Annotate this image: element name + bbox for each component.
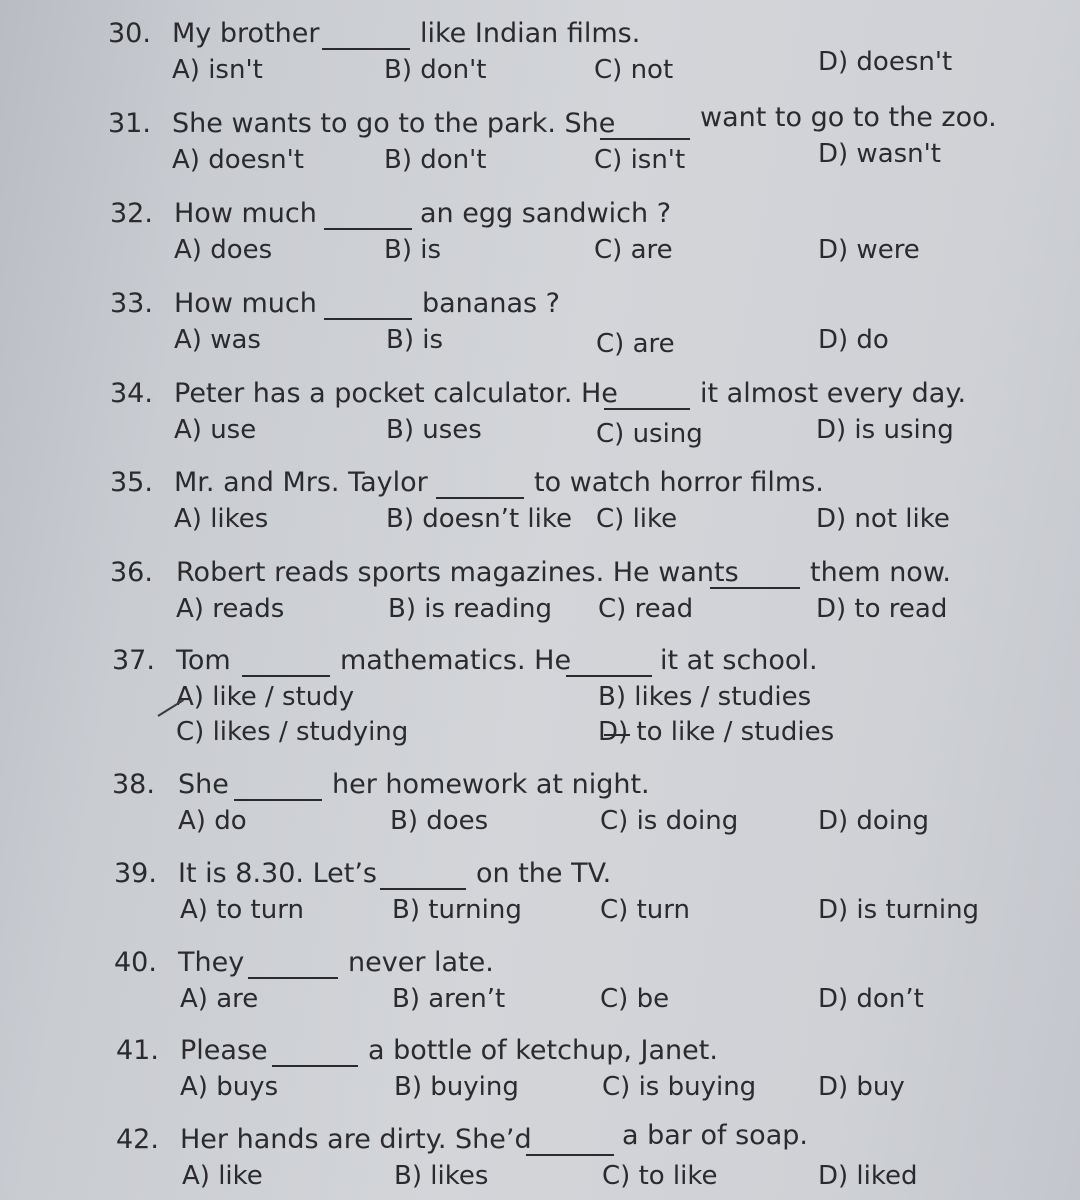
option-d: D) were <box>818 235 920 265</box>
question-41 <box>0 1033 1080 1117</box>
question-text-part: bananas ? <box>422 288 560 319</box>
question-33 <box>0 286 1080 370</box>
question-text-part: Robert reads sports magazines. He wants <box>176 557 739 588</box>
option-a: A) like / study <box>176 682 355 712</box>
question-36 <box>0 555 1080 639</box>
option-a: A) was <box>174 325 261 355</box>
option-b: B) doesn’t like <box>386 504 572 534</box>
answer-blank <box>600 138 690 140</box>
question-text-part: Please <box>180 1035 268 1066</box>
option-b: B) is <box>386 325 444 355</box>
question-text-part: to watch horror films. <box>534 467 824 498</box>
question-number: 39. <box>114 858 157 889</box>
answer-blank <box>272 1065 358 1067</box>
option-b: B) likes / studies <box>598 682 812 712</box>
option-d: D) doesn't <box>818 47 953 77</box>
question-number: 36. <box>110 557 153 588</box>
option-d: D) to like / studies <box>598 717 835 747</box>
question-number: 37. <box>112 645 155 676</box>
option-c: C) is buying <box>602 1072 757 1102</box>
question-number: 38. <box>112 769 155 800</box>
option-b: B) does <box>390 806 489 836</box>
question-text-part: How much <box>174 288 317 319</box>
option-a: A) do <box>178 806 247 836</box>
question-39 <box>0 856 1080 940</box>
question-text-part: a bar of soap. <box>622 1120 808 1151</box>
option-d: D) buy <box>818 1072 905 1102</box>
option-d: D) liked <box>818 1161 918 1191</box>
question-text-part: her homework at night. <box>332 769 650 800</box>
option-d: D) not like <box>816 504 950 534</box>
answer-blank <box>324 318 412 320</box>
question-text-part: They <box>178 947 245 978</box>
question-number: 40. <box>114 947 157 978</box>
question-text-part: She <box>178 769 229 800</box>
option-d: D) is using <box>816 415 954 445</box>
answer-blank <box>710 587 800 589</box>
option-c: C) likes / studying <box>176 717 409 747</box>
option-c: C) like <box>596 504 678 534</box>
option-c: C) to like <box>602 1161 718 1191</box>
question-text-part: on the TV. <box>476 858 612 889</box>
question-number: 30. <box>108 18 151 49</box>
option-b: B) uses <box>386 415 482 445</box>
question-text-part: an egg sandwich ? <box>420 198 672 229</box>
option-d: D) don’t <box>818 984 924 1014</box>
question-text-part: want to go to the zoo. <box>700 102 997 133</box>
question-text-part: Her hands are dirty. She’d <box>180 1124 532 1155</box>
question-number: 33. <box>110 288 153 319</box>
question-number: 32. <box>110 198 153 229</box>
option-b: B) aren’t <box>392 984 506 1014</box>
question-38 <box>0 767 1080 851</box>
answer-blank <box>324 228 412 230</box>
option-d: D) is turning <box>818 895 980 925</box>
question-text-part: Mr. and Mrs. Taylor <box>174 467 428 498</box>
option-b: B) is reading <box>388 594 553 624</box>
question-number: 41. <box>116 1035 159 1066</box>
question-number: 34. <box>110 378 153 409</box>
option-d: D) doing <box>818 806 930 836</box>
question-text-part: It is 8.30. Let’s <box>178 858 377 889</box>
question-31 <box>0 102 1080 190</box>
answer-blank <box>604 408 690 410</box>
answer-blank <box>526 1154 614 1156</box>
option-b: B) likes <box>394 1161 489 1191</box>
option-d: D) to read <box>816 594 948 624</box>
question-text-part: How much <box>174 198 317 229</box>
question-text-part: My brother <box>172 18 320 49</box>
answer-blank <box>242 675 330 677</box>
question-35 <box>0 465 1080 549</box>
option-c: C) turn <box>600 895 690 925</box>
question-text-part: like Indian films. <box>420 18 641 49</box>
question-number: 31. <box>108 108 151 139</box>
answer-blank <box>566 675 652 677</box>
option-b: B) don't <box>384 55 487 85</box>
option-b: B) don't <box>384 145 487 175</box>
option-b: B) is <box>384 235 442 265</box>
option-a: A) reads <box>176 594 285 624</box>
question-text-part: never late. <box>348 947 494 978</box>
option-a: A) buys <box>180 1072 279 1102</box>
option-a: A) to turn <box>180 895 304 925</box>
answer-blank <box>248 977 338 979</box>
option-d: D) wasn't <box>818 139 941 169</box>
question-40 <box>0 945 1080 1029</box>
option-a: A) isn't <box>172 55 263 85</box>
option-a: A) are <box>180 984 259 1014</box>
option-a: A) likes <box>174 504 269 534</box>
question-37 <box>0 643 1080 763</box>
question-text-part: Tom <box>176 645 231 676</box>
answer-blank <box>234 799 322 801</box>
question-text-part: mathematics. He <box>340 645 572 676</box>
option-a: A) does <box>174 235 273 265</box>
question-text-part: Peter has a pocket calculator. He <box>174 378 618 409</box>
question-text-part: them now. <box>810 557 952 588</box>
question-42 <box>0 1122 1080 1200</box>
question-text-part: a bottle of ketchup, Janet. <box>368 1035 718 1066</box>
option-c: C) be <box>600 984 670 1014</box>
option-c: C) read <box>598 594 694 624</box>
question-number: 42. <box>116 1124 159 1155</box>
question-34 <box>0 376 1080 460</box>
question-text-part: it almost every day. <box>700 378 967 409</box>
option-c: C) are <box>594 235 673 265</box>
option-c: C) is doing <box>600 806 739 836</box>
answer-blank <box>380 888 466 890</box>
question-30 <box>0 16 1080 100</box>
option-c: C) using <box>596 419 703 449</box>
option-d: D) do <box>818 325 889 355</box>
strike-through-mark <box>604 734 630 736</box>
answer-blank <box>322 48 410 50</box>
option-a: A) use <box>174 415 257 445</box>
option-b: B) turning <box>392 895 522 925</box>
option-a: A) like <box>182 1161 263 1191</box>
question-32 <box>0 196 1080 280</box>
option-b: B) buying <box>394 1072 519 1102</box>
question-number: 35. <box>110 467 153 498</box>
question-text-part: it at school. <box>660 645 818 676</box>
answer-blank <box>436 497 524 499</box>
option-a: A) doesn't <box>172 145 304 175</box>
option-c: C) isn't <box>594 145 686 175</box>
option-c: C) are <box>596 329 675 359</box>
option-c: C) not <box>594 55 674 85</box>
question-text-part: She wants to go to the park. She <box>172 108 616 139</box>
